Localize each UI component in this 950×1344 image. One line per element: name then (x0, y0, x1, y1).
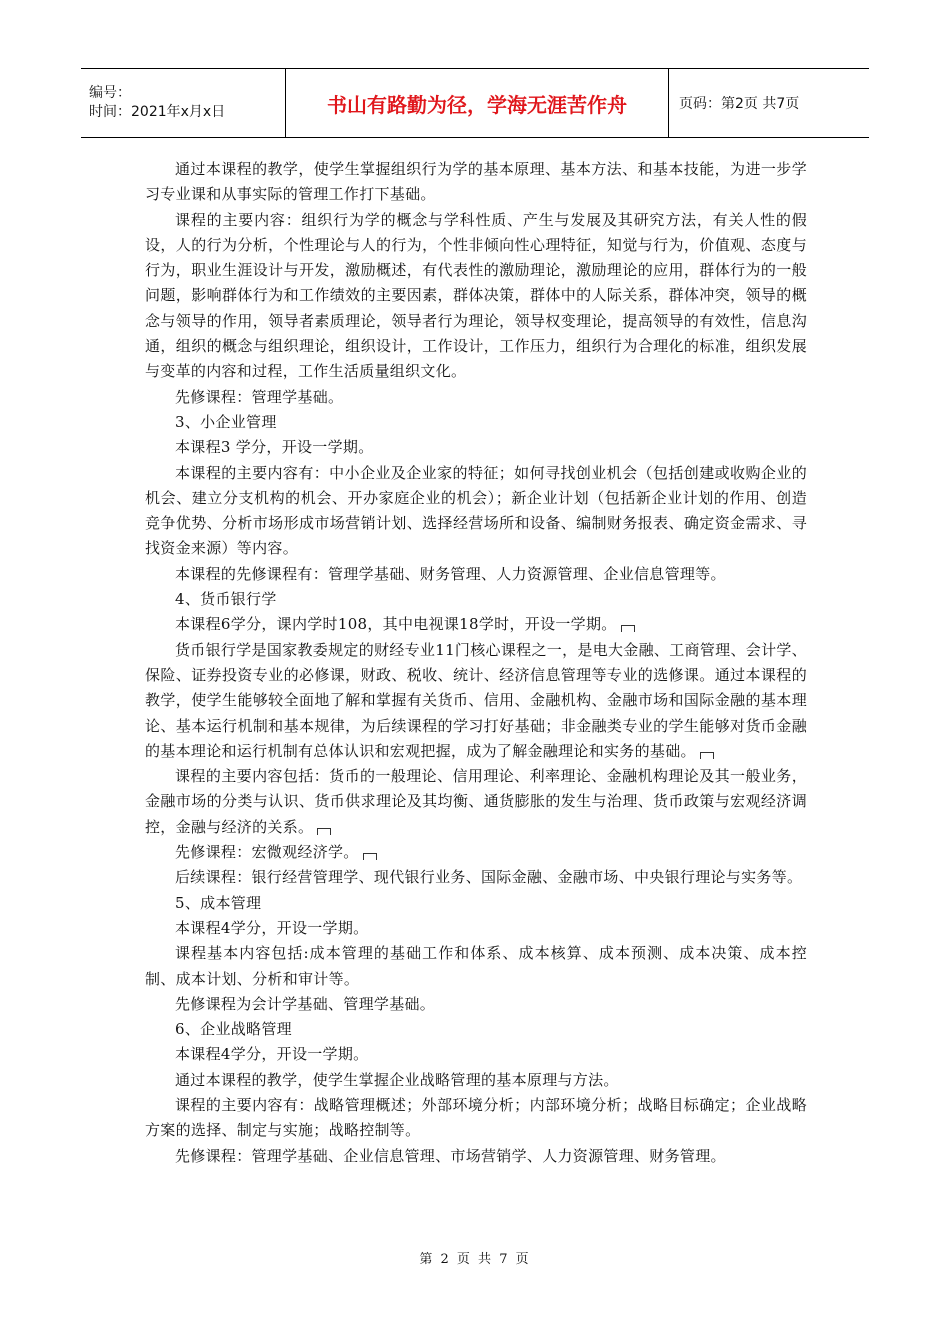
paragraph-mark-icon (621, 625, 635, 632)
paragraph: 本课程4学分，开设一学期。 (175, 918, 369, 937)
paragraph: 后续课程：银行经营管理学、现代银行业务、国际金融、金融市场、中央银行理论与实务等。 (175, 868, 803, 887)
paragraph-mark-icon (700, 752, 714, 759)
paragraph: 先修课程：宏微观经济学。 (145, 840, 807, 865)
section-heading: 4、货币银行学 (175, 590, 277, 609)
motto-text: 书山有路勤为径，学海无涯苦作舟 (327, 92, 627, 117)
paragraph: 先修课程：管理学基础、企业信息管理、市场营销学、人力资源管理、财务管理。 (175, 1146, 726, 1165)
page-footer: 第 2 页 共 7 页 (419, 1252, 531, 1267)
paragraph: 本课程的主要内容有：中小企业及企业家的特征；如何寻找创业机会（包括创建或收购企业的机会、建立分支机构的机会、开办家庭企业的机会）；新企业计划（包括新企业计划的作用、创造竞争优势、分析市场形成市场营销计划、选择经营场所和设备、编制财务报表、确定资金需求、寻找资金来源）等内容。 (145, 463, 807, 558)
paragraph: 课程的主要内容包括：货币的一般理论、信用理论、利率理论、金融机构理论及其一般业务，金融市场的分类与认识、货币供求理论及其均衡、通货膨胀的发生与治理、货币政策与宏观经济调控，金融与经济的关系。 (145, 767, 807, 836)
page-header (81, 68, 869, 138)
paragraph: 先修课程为会计学基础、管理学基础。 (175, 994, 436, 1013)
paragraph: 通过本课程的教学，使学生掌握组织行为学的基本原理、基本方法、和基本技能，为进一步学习专业课和从事实际的管理工作打下基础。 (145, 160, 807, 204)
paragraph: 本课程4学分，开设一学期。 (175, 1045, 369, 1064)
header-meta (81, 69, 285, 137)
section-heading: 5、成本管理 (175, 893, 262, 912)
page-number-label: 页码：第2页 共7页 (679, 96, 800, 112)
paragraph: 通过本课程的教学，使学生掌握企业战略管理的基本原理与方法。 (175, 1070, 619, 1089)
paragraph: 货币银行学是国家教委规定的财经专业11门核心课程之一，是电大金融、工商管理、会计学、保险、证券投资专业的必修课，财政、税收、统计、经济信息管理等专业的选修课。通过本课程的教学，使学生能够较全面地了解和掌握有关货币、信用、金融机构、金融市场和国际金融的基本理论、基本运行机制和基本规律，为后续课程的学习打好基础；非金融类专业的学生能够对货币金融的基本理论和运行机制有总体认识和宏观把握，成为了解金融理论和实务的基础。 (145, 640, 807, 760)
paragraph: 本课程的先修课程有：管理学基础、财务管理、人力资源管理、企业信息管理等。 (175, 564, 726, 583)
paragraph: 课程基本内容包括:成本管理的基础工作和体系、成本核算、成本预测、成本决策、成本控制、成本计划、分析和审计等。 (145, 944, 807, 988)
paragraph: 课程的主要内容有：战略管理概述；外部环境分析；内部环境分析；战略目标确定；企业战略方案的选择、制定与实施；战略控制等。 (145, 1095, 807, 1140)
section-heading: 3、小企业管理 (175, 412, 277, 431)
paragraph: 课程的主要内容：组织行为学的概念与学科性质、产生与发展及其研究方法，有关人性的假设，人的行为分析，个性理论与人的行为，个性非倾向性心理特征，知觉与行为，价值观、态度与行为，职业生涯设计与开发，激励概述，有代表性的激励理论，激励理论的应用，群体行为的一般问题，影响群体行为和工作绩效的主要因素，群体决策，群体中的人际关系，群体冲突，领导的概念与领导的作用，领导者素质理论，领导者行为理论，领导权变理论，提高领导的有效性，信息沟通，组织的概念与组织理论，组织设计，工作设计，工作压力，组织行为合理化的标准，组织发展与变革的内容和过程，工作生活质量组织文化。 (145, 210, 807, 381)
paragraph-mark-icon (317, 828, 331, 835)
header-motto (285, 69, 669, 137)
paragraph: 本课程6学分，课内学时108，其中电视课18学时，开设一学期。 (145, 612, 807, 637)
document-number-label: 编号： (89, 85, 131, 101)
paragraph-mark-icon (363, 853, 377, 860)
document-date-label: 时间：2021年x月x日 (89, 104, 226, 120)
paragraph: 本课程3 学分，开设一学期。 (175, 438, 374, 457)
paragraph: 先修课程：管理学基础。 (175, 387, 344, 406)
document-body (145, 157, 807, 1169)
section-heading: 6、企业战略管理 (175, 1020, 292, 1039)
header-page-info (669, 69, 869, 137)
